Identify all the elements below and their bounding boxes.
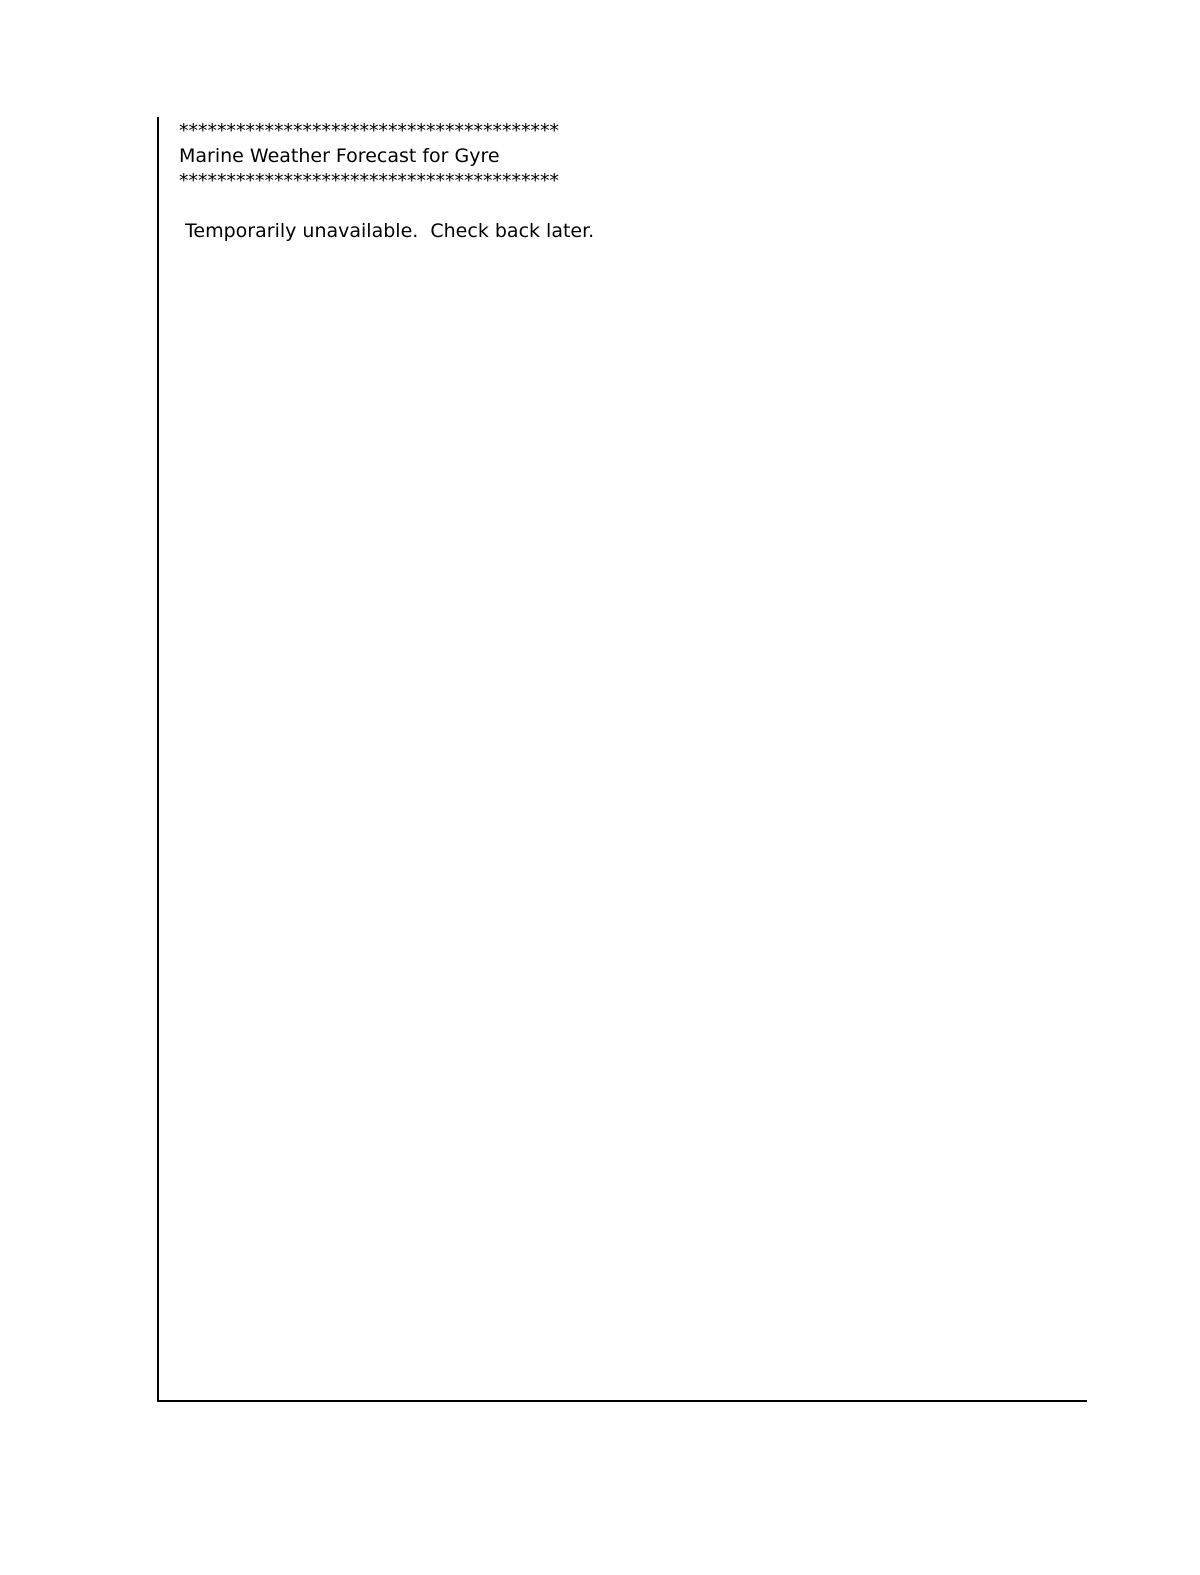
separator-line-top: ****************************************	[179, 120, 559, 142]
page-title: Marine Weather Forecast for Gyre	[179, 145, 500, 167]
separator-line-bottom: ****************************************	[179, 170, 559, 192]
forecast-text-block	[159, 117, 1087, 244]
status-message: Temporarily unavailable. Check back later.	[179, 220, 595, 242]
blank-line	[179, 194, 1077, 219]
content-frame	[157, 117, 1087, 1402]
